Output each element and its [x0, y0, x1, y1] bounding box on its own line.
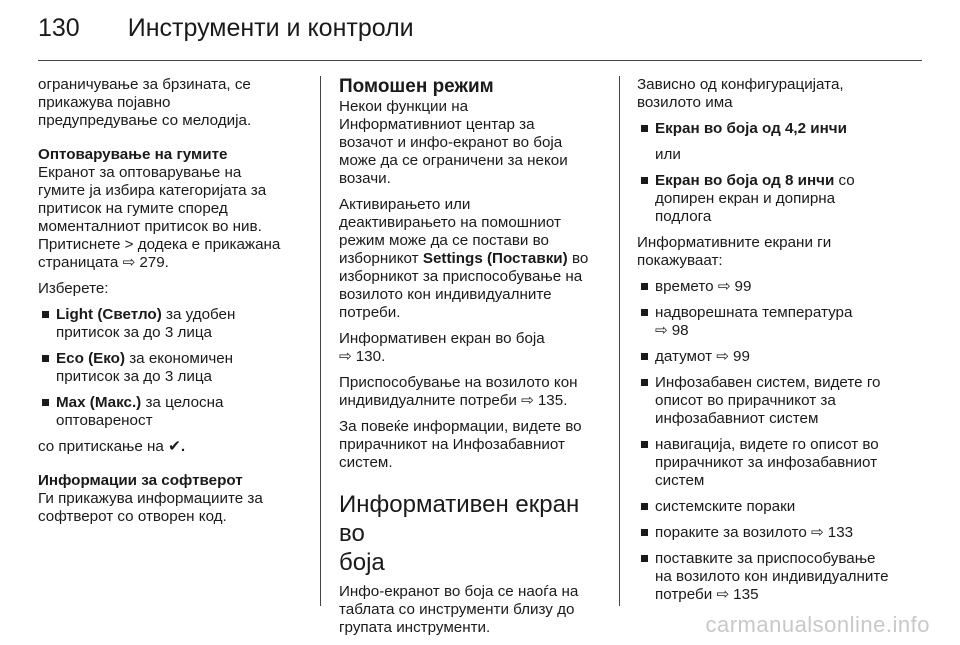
- confirm-text: со притискање на ✔.: [38, 438, 186, 455]
- checkmark-icon: ✔.: [168, 438, 186, 455]
- column-2: [339, 76, 605, 645]
- page-header: [38, 14, 414, 43]
- tire-load-section: Оптоварување на гумите Екранот за оптоварување на гумите ја избира категоријата за притисок на гумите според моменталниот притисок во нив. Притиснете > додека е прикажана страницата ⇨ 279.: [38, 146, 300, 272]
- help-mode-text: Некои функции на Информативниот центар за возачот и инфо-екранот во боја може да се ограничени за некои возачи.: [339, 98, 568, 187]
- page-number: 130: [38, 14, 80, 42]
- config-intro: Зависно од конфигурацијата, возилото има: [637, 76, 844, 111]
- list-item: надворешната температура ⇨ 98: [637, 304, 927, 340]
- intro-paragraph: ограничување за брзината, се прикажува појавно предупредување со мелодија.: [38, 76, 252, 129]
- screen-option-8in: Екран во боја од 8 инчи со допирен екран и допирна подлога: [637, 172, 927, 226]
- select-label: Изберете:: [38, 280, 109, 297]
- column-1: [38, 76, 300, 534]
- header-rule: [38, 60, 922, 61]
- page-ref-link[interactable]: ⇨ 133: [811, 524, 853, 541]
- info-display-ref: Информативен екран во боја ⇨ 130.: [339, 330, 605, 366]
- page-ref-link[interactable]: ⇨ 135: [716, 586, 758, 603]
- option-light: Light (Светло) за удобен притисок за до 3 лица: [38, 306, 300, 342]
- list-item: Инфозабавен систем, видете го описот во прирачникот за инфозабавниот систем: [637, 374, 927, 428]
- page-title: Инструменти и контроли: [127, 14, 414, 42]
- software-section: Информации за софтверот Ги прикажува информациите за софтверот со отворен код.: [38, 472, 263, 525]
- list-item: датумот ⇨ 99: [637, 348, 927, 366]
- page-ref-link[interactable]: ⇨ 279.: [123, 254, 169, 271]
- page-ref-link[interactable]: ⇨ 130.: [339, 348, 385, 365]
- list-item: системските пораки: [637, 498, 927, 516]
- color-display-text: Инфо-екранот во боја се наоѓа на таблата со инструменти близу до групата инструменти.: [339, 583, 579, 636]
- list-item: времето ⇨ 99: [637, 278, 927, 296]
- activation-text: Активирањето или деактивирањето на помошниот режим може да се постави во изборникот Settings (Поставки) во изборникот за приспособување на возилото кон индивидуалните потреби.: [339, 196, 589, 321]
- page-ref-link[interactable]: ⇨ 99: [716, 348, 750, 365]
- color-display-heading: Информативен екран во боја: [339, 491, 580, 576]
- page-ref-link[interactable]: ⇨ 135.: [521, 392, 567, 409]
- list-item: пораките за возилото ⇨ 133: [637, 524, 927, 542]
- column-divider-2: [619, 76, 620, 606]
- list-item: навигација, видете го описот во прирачникот за инфозабавниот систем: [637, 436, 927, 490]
- or-text: или: [655, 146, 681, 163]
- list-item: поставките за приспособување на возилото кон индивидуалните потреби ⇨ 135: [637, 550, 927, 604]
- watermark: carmanualsonline.info: [705, 612, 930, 637]
- column-3: [637, 76, 927, 612]
- screen-option-4in: Екран во боја од 4,2 инчи: [637, 120, 927, 138]
- customization-ref: Приспособување на возилото кон индивидуалните потреби ⇨ 135.: [339, 374, 605, 410]
- more-info-text: За повеќе информации, видете во прирачникот на Инфозабавниот систем.: [339, 418, 582, 471]
- page-ref-link[interactable]: ⇨ 98: [655, 322, 689, 339]
- help-mode-heading: Помошен режим: [339, 76, 494, 97]
- page-ref-link[interactable]: ⇨ 99: [718, 278, 752, 295]
- option-max: Max (Макс.) за целосна оптовареност: [38, 394, 300, 430]
- tire-load-heading: Оптоварување на гумите: [38, 146, 228, 163]
- column-divider-1: [320, 76, 321, 606]
- software-heading: Информации за софтверот: [38, 472, 243, 489]
- settings-menu-name: Settings (Поставки): [422, 250, 568, 267]
- option-eco: Eco (Еко) за економичен притисок за до 3 лица: [38, 350, 300, 386]
- displays-show-text: Информативните екрани ги покажуваат:: [637, 234, 832, 269]
